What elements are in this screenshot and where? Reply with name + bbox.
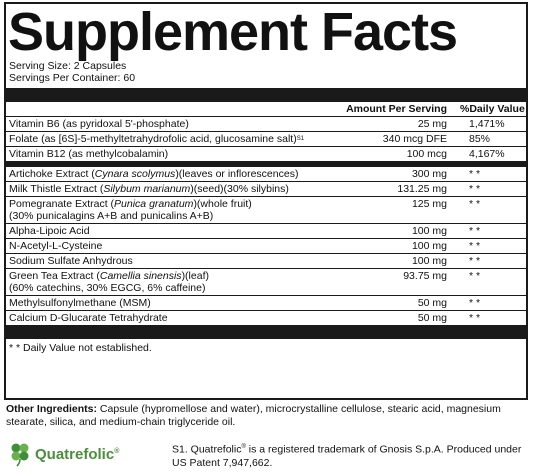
ingredient-name-text: Methylsulfonylmethane (MSM) <box>9 297 151 309</box>
other-ingredients-label: Other Ingredients: <box>6 403 98 415</box>
nutrient-dv: 4,167% <box>469 148 505 160</box>
ingredient-name-text: N-Acetyl-L-Cysteine <box>9 240 103 252</box>
vitamins-list <box>6 117 526 161</box>
ingredient-latin-name: Camellia sinensis <box>99 270 182 282</box>
footnote: * * Daily Value not established. <box>9 342 152 354</box>
nutrient-dv: 85% <box>469 133 491 145</box>
nutrient-dv: 1,471% <box>469 118 505 130</box>
amount-header: Amount Per Serving <box>346 103 447 115</box>
nutrient-amount: 100 mcg <box>406 148 447 160</box>
nutrient-name <box>6 133 339 145</box>
serving-size: Serving Size: 2 Capsules <box>9 60 127 72</box>
ingredient-amount: 125 mg <box>411 198 447 210</box>
nutrient-name-text: Vitamin B12 (as methylcobalamin) <box>9 148 169 160</box>
trademark-note-lead: S1. Quatrefolic <box>172 443 242 456</box>
ingredient-name <box>6 270 339 294</box>
ingredient-name <box>6 240 339 252</box>
ingredient-name <box>6 198 339 222</box>
ingredient-amount: 100 mg <box>411 225 447 237</box>
logo-text: Quatrefolic <box>35 445 115 463</box>
table-row <box>6 254 526 269</box>
clover-icon <box>8 441 32 467</box>
footnote-marker: S1 <box>296 136 305 142</box>
ingredient-name-line2: (60% catechins, 30% EGCG, 6% caffeine) <box>9 282 206 294</box>
ingredient-dv: * * <box>469 270 481 282</box>
ingredients-list <box>6 167 526 325</box>
table-row <box>6 167 526 182</box>
table-row <box>6 269 526 296</box>
ingredient-name-suffix: )(seed)(30% silybins) <box>190 183 289 195</box>
ingredient-amount: 300 mg <box>411 168 447 180</box>
ingredient-latin-name: Punica granatum <box>114 198 194 210</box>
table-row <box>6 147 526 161</box>
servings-per-container: Servings Per Container: 60 <box>9 72 136 84</box>
ingredient-name <box>6 168 339 180</box>
ingredient-amount: 93.75 mg <box>403 270 447 282</box>
column-header <box>6 102 526 116</box>
other-ingredients <box>6 403 526 429</box>
ingredient-name-suffix: )(leaf) <box>181 270 209 282</box>
trademark-note-rest: is a registered trademark of Gnosis S.p.A. Produced under US Patent 7,947,662. <box>172 443 522 469</box>
dv-header: %Daily Value <box>460 103 525 115</box>
table-row <box>6 182 526 197</box>
ingredient-dv: * * <box>469 297 481 309</box>
ingredient-dv: * * <box>469 198 481 210</box>
table-row <box>6 197 526 224</box>
nutrient-name <box>6 148 339 160</box>
ingredient-name-text: Green Tea Extract ( <box>9 270 100 282</box>
trademark-note-mark: ® <box>241 444 246 450</box>
ingredient-name-suffix: )(whole fruit) <box>193 198 252 210</box>
ingredient-amount: 131.25 mg <box>397 183 447 195</box>
ingredient-name <box>6 312 339 324</box>
ingredient-name-line2: (30% punicalagins A+B and punicalins A+B) <box>9 210 214 222</box>
ingredient-latin-name: Cynara scolymus <box>94 168 176 180</box>
ingredient-name-text: Pomegranate Extract ( <box>9 198 115 210</box>
ingredient-name-text: Artichoke Extract ( <box>9 168 95 180</box>
ingredient-dv: * * <box>469 183 481 195</box>
other-ingredients-text: Capsule (hypromellose and water), microcrystalline cellulose, stearic acid, magnesium stearate, silica, and medium-chain triglyceride oil. <box>6 403 501 428</box>
nutrient-amount: 340 mcg DFE <box>382 133 447 145</box>
ingredient-dv: * * <box>469 255 481 267</box>
ingredient-amount: 50 mg <box>417 297 447 309</box>
supplement-facts-panel <box>4 2 528 400</box>
nutrient-name-text: Folate (as [6S]-5-methyltetrahydrofolic acid, glucosamine salt) <box>9 133 297 145</box>
ingredient-name <box>6 255 339 267</box>
page-title: Supplement Facts <box>8 2 458 62</box>
ingredient-amount: 100 mg <box>411 255 447 267</box>
trademark-note <box>172 441 522 470</box>
nutrient-name <box>6 118 339 130</box>
quatrefolic-logo <box>8 441 119 467</box>
nutrient-name-text: Vitamin B6 (as pyridoxal 5'-phosphate) <box>9 118 189 130</box>
ingredient-dv: * * <box>469 168 481 180</box>
ingredient-amount: 50 mg <box>417 312 447 324</box>
ingredient-name-text: Sodium Sulfate Anhydrous <box>9 255 133 267</box>
ingredient-name <box>6 183 339 195</box>
ingredient-dv: * * <box>469 312 481 324</box>
ingredient-name-text: Milk Thistle Extract ( <box>9 183 104 195</box>
ingredient-name-text: Calcium D-Glucarate Tetrahydrate <box>9 312 168 324</box>
ingredient-name-text: Alpha-Lipoic Acid <box>9 225 90 237</box>
logo-registered-mark: ® <box>114 447 120 455</box>
table-row <box>6 296 526 311</box>
ingredient-name-suffix: )(leaves or inflorescences) <box>175 168 299 180</box>
nutrient-amount: 25 mg <box>417 118 447 130</box>
ingredient-amount: 100 mg <box>411 240 447 252</box>
table-row <box>6 311 526 325</box>
ingredient-name <box>6 297 339 309</box>
divider-thick <box>6 88 526 102</box>
ingredient-name <box>6 225 339 237</box>
ingredient-dv: * * <box>469 240 481 252</box>
table-row <box>6 132 526 147</box>
divider-mid-bottom <box>6 325 526 339</box>
ingredient-latin-name: Silybum marianum <box>103 183 191 195</box>
table-row <box>6 239 526 254</box>
table-row <box>6 224 526 239</box>
ingredient-dv: * * <box>469 225 481 237</box>
table-row <box>6 117 526 132</box>
